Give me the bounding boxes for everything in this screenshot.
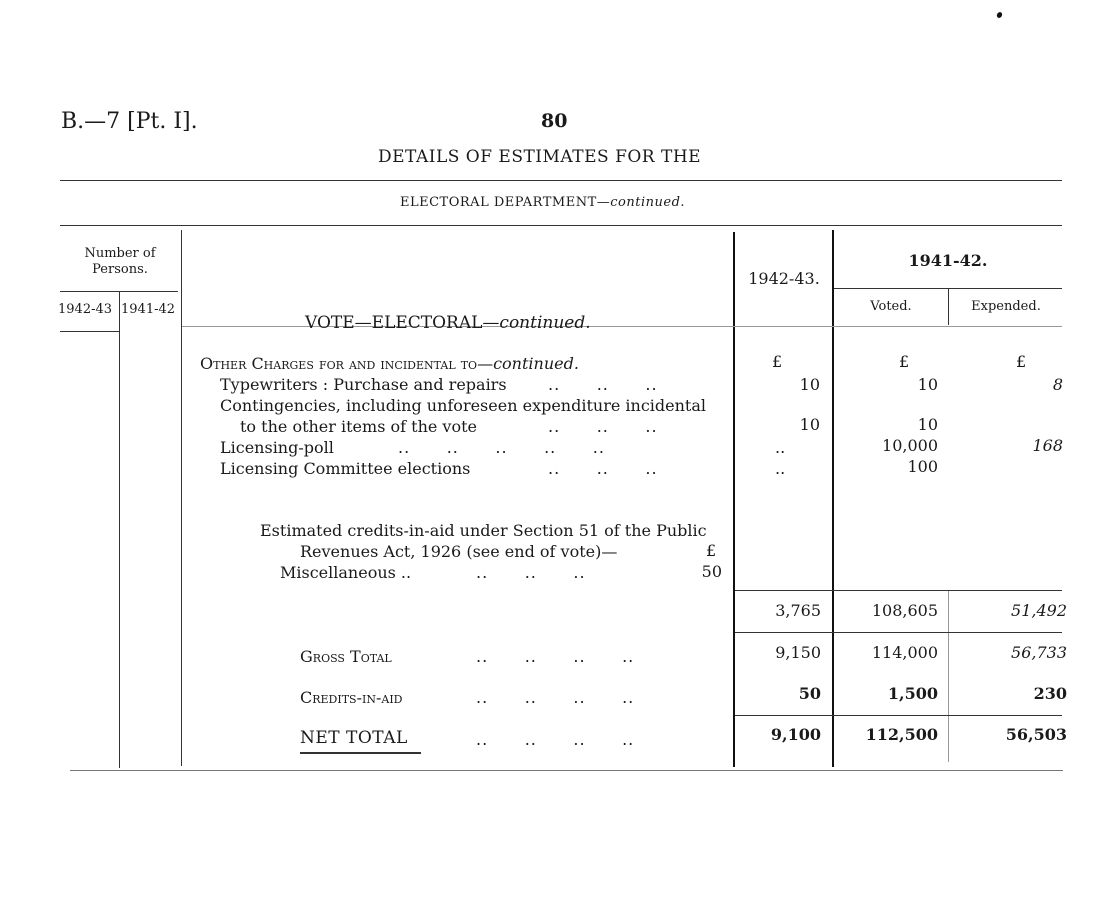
table-bottom-rule bbox=[70, 770, 1063, 771]
expended-pound-symbol: £ bbox=[1016, 352, 1027, 371]
persons-subheader-rule bbox=[60, 331, 120, 332]
persons-1942-43-header: 1942-43 bbox=[58, 302, 113, 317]
description-left-border bbox=[181, 230, 182, 766]
gross-total-expended: 56,733 bbox=[1011, 643, 1067, 662]
leader-dots: .. .. .. .. bbox=[476, 730, 635, 749]
leader-dots: .. .. .. .. bbox=[476, 647, 635, 666]
page-number: 80 bbox=[541, 110, 568, 132]
leader-dots: .. .. .. .. bbox=[476, 688, 635, 707]
leader-dots: .. .. .. .. .. bbox=[398, 438, 605, 457]
persons-1941-42-header: 1941-42 bbox=[121, 302, 176, 317]
net-total-current: 9,100 bbox=[770, 725, 821, 744]
item-label: Contingencies, including unforeseen expenditure incidental bbox=[220, 396, 706, 415]
vote-heading bbox=[305, 313, 591, 333]
credits-note-line-3: Miscellaneous .. bbox=[280, 563, 412, 582]
ink-mark bbox=[996, 11, 1003, 19]
item-current-value: 10 bbox=[799, 415, 820, 434]
item-expended-value: 168 bbox=[1032, 436, 1063, 455]
section-heading bbox=[200, 354, 579, 373]
expended-left-border-lower bbox=[948, 590, 949, 762]
expended-header: Expended. bbox=[971, 299, 1041, 314]
section-heading-main: Other Charges for and incidental to— bbox=[200, 354, 494, 373]
credits-in-aid-current: 50 bbox=[798, 684, 821, 703]
leader-dots: .. .. .. bbox=[548, 417, 658, 436]
gross-total-voted: 114,000 bbox=[871, 643, 938, 662]
item-label: to the other items of the vote bbox=[240, 417, 477, 436]
vote-heading-continued: continued. bbox=[499, 313, 591, 333]
current-pound-symbol: £ bbox=[772, 352, 783, 371]
vote-heading-main: VOTE—ELECTORAL— bbox=[305, 313, 500, 333]
leader-dots: .. .. .. bbox=[548, 375, 658, 394]
item-label: Licensing Committee elections bbox=[220, 459, 471, 478]
net-total-voted: 112,500 bbox=[865, 725, 938, 744]
voted-header: Voted. bbox=[870, 299, 912, 314]
credits-note-value: 50 bbox=[701, 562, 722, 581]
subtotal-current: 3,765 bbox=[775, 601, 821, 620]
table-top-rule bbox=[60, 225, 1062, 226]
item-current-value: .. bbox=[775, 438, 786, 457]
persons-column-divider bbox=[119, 291, 120, 768]
net-total-label: NET TOTAL bbox=[300, 728, 408, 748]
item-current-value: .. bbox=[775, 459, 786, 478]
item-expended-value: 8 bbox=[1052, 375, 1063, 394]
credits-in-aid-expended: 230 bbox=[1033, 684, 1067, 703]
net-total-expended: 56,503 bbox=[1005, 725, 1067, 744]
leader-dots: .. .. .. bbox=[548, 459, 658, 478]
net-total-underline bbox=[300, 752, 421, 754]
net-total-top-rule bbox=[735, 715, 1062, 716]
year-1941-42-header: 1941-42. bbox=[908, 251, 988, 270]
credits-note-pound-symbol: £ bbox=[706, 541, 717, 560]
gross-total-label: Gross Total bbox=[300, 647, 392, 666]
subtitle-main: ELECTORAL DEPARTMENT— bbox=[400, 195, 611, 210]
section-heading-continued: continued. bbox=[493, 354, 579, 373]
persons-header-rule bbox=[60, 291, 178, 292]
subtitle-continued: continued. bbox=[610, 195, 686, 210]
title-rule bbox=[60, 180, 1062, 181]
item-voted-value: 10,000 bbox=[882, 436, 938, 455]
year-header-rule bbox=[834, 288, 1062, 289]
item-current-value: 10 bbox=[799, 375, 820, 394]
number-of-persons-header: Number of Persons. bbox=[84, 246, 156, 277]
subtotal-expended: 51,492 bbox=[1011, 601, 1067, 620]
credits-note-line-2: Revenues Act, 1926 (see end of vote)— bbox=[300, 542, 618, 561]
page-title: DETAILS OF ESTIMATES FOR THE bbox=[378, 147, 702, 167]
department-subtitle bbox=[400, 195, 685, 210]
credits-in-aid-voted: 1,500 bbox=[887, 684, 938, 703]
item-voted-value: 10 bbox=[917, 415, 938, 434]
subtotal-voted: 108,605 bbox=[871, 601, 938, 620]
item-label: Typewriters : Purchase and repairs bbox=[220, 375, 507, 394]
subtotal-bottom-rule bbox=[735, 632, 1062, 633]
item-voted-value: 100 bbox=[907, 457, 938, 476]
leader-dots: .. .. .. bbox=[476, 563, 586, 582]
year-1942-43-header: 1942-43. bbox=[748, 269, 820, 288]
document-reference: B.—7 [Pt. I]. bbox=[61, 109, 198, 134]
gross-total-current: 9,150 bbox=[775, 643, 821, 662]
subtotal-top-rule bbox=[735, 590, 1062, 591]
voted-pound-symbol: £ bbox=[899, 352, 910, 371]
expended-left-border bbox=[948, 289, 949, 325]
credits-note-line-1: Estimated credits-in-aid under Section 51 of the Public bbox=[260, 521, 707, 540]
credits-in-aid-label: Credits-in-aid bbox=[300, 688, 403, 707]
item-label: Licensing-poll bbox=[220, 438, 334, 457]
item-voted-value: 10 bbox=[917, 375, 938, 394]
